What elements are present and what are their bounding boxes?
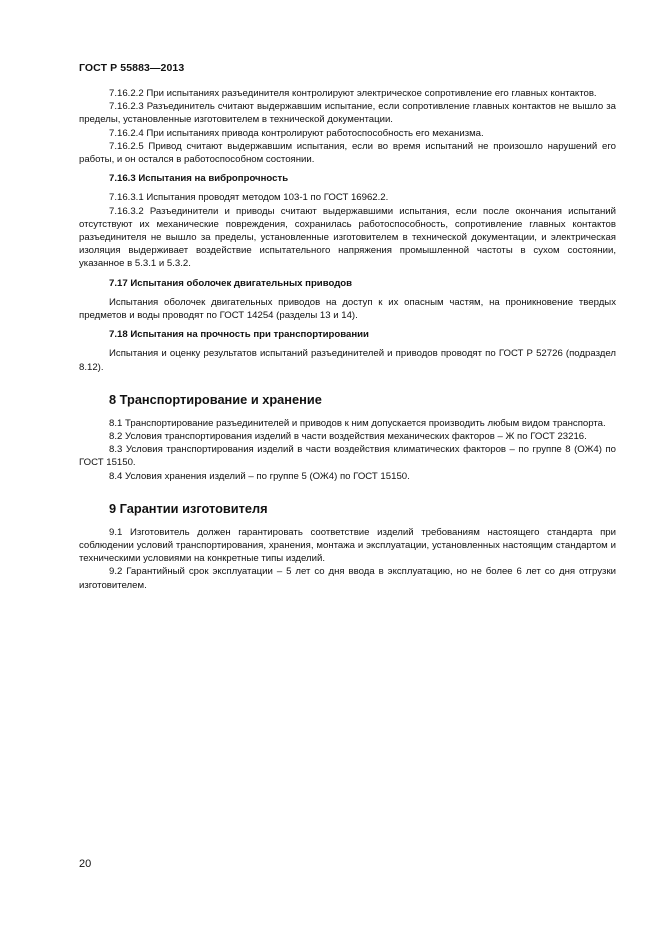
subsection-heading-7-18: 7.18 Испытания на прочность при транспортировании [109, 329, 369, 341]
paragraph-8-4: 8.4 Условия хранения изделий – по группе 5 (ОЖ4) по ГОСТ 15150. [109, 470, 410, 482]
paragraph-8-2: 8.2 Условия транспортирования изделий в части воздействия механических факторов – Ж по ГОСТ 23216. [109, 431, 587, 443]
paragraph-9-1: 9.1 Изготовитель должен гарантировать соответствие изделий требованиям настоящего стандарта при соблюдении условий транспортирования, хранения, монтажа и эксплуатации, установленных настоящим стандартом и техническими условиями на конкретные типы изделий. [79, 526, 616, 565]
page-number: 20 [79, 858, 92, 870]
subsection-heading-7-17: 7.17 Испытания оболочек двигательных приводов [109, 277, 353, 289]
paragraph-9-2: 9.2 Гарантийный срок эксплуатации – 5 лет со дня ввода в эксплуатацию, но не более 6 лет со дня отгрузки изготовителем. [79, 566, 616, 591]
paragraph-7-16-2-3: 7.16.2.3 Разъединитель считают выдержавшим испытание, если сопротивление главных контактов не вышло за пределы, установленные изготовителем в технической документации. [79, 101, 616, 126]
document-code-header: ГОСТ Р 55883—2013 [79, 62, 185, 74]
paragraph-7-16-2-5: 7.16.2.5 Привод считают выдержавшим испытания, если во время испытаний не произошло нарушений его работы, и он остался в работоспособном состоянии. [79, 140, 616, 166]
paragraph-8-3: 8.3 Условия транспортирования изделий в части воздействия климатических факторов – по группе 8 (ОЖ4) по ГОСТ 15150. [79, 444, 616, 469]
paragraph-7-16-3-2: 7.16.3.2 Разъединители и приводы считают выдержавшими испытания, если после окончания испытаний отсутствуют их механические повреждения, сохранилась работоспособность, сопротивление главных контактов разъединителя не вышло за пределы, установленные изготовителем в технической документации, и электрическая изоляция выдерживает воздействие испытательного напряжения промышленной частоты в сухом состоянии, указанное в 5.3.1 и 5.3.2. [79, 205, 616, 270]
paragraph-7-16-3-1: 7.16.3.1 Испытания проводят методом 103-1 по ГОСТ 16962.2. [109, 192, 389, 204]
paragraph-7-16-2-4: 7.16.2.4 При испытаниях привода контролируют работоспособность его механизма. [109, 127, 484, 139]
document-body [79, 87, 616, 592]
section-heading-9: 9 Гарантии изготовителя [109, 500, 268, 516]
section-heading-8: 8 Транспортирование и хранение [109, 391, 322, 407]
paragraph-7-16-2-2: 7.16.2.2 При испытаниях разъединителя контролируют электрическое сопротивление его главных контактов. [109, 88, 597, 99]
subsection-heading-7-16-3: 7.16.3 Испытания на вибропрочность [109, 173, 289, 185]
paragraph-7-17: Испытания оболочек двигательных приводов на доступ к их опасным частям, на проникновение твердых предметов и воды проводят по ГОСТ 14254 (разделы 13 и 14). [79, 296, 616, 322]
paragraph-7-18: Испытания и оценку результатов испытаний разъединителей и приводов проводят по ГОСТ Р 52726 (подраздел 8.12). [79, 348, 616, 373]
paragraph-8-1: 8.1 Транспортирование разъединителей и приводов к ним допускается производить любым видом транспорта. [109, 417, 606, 429]
